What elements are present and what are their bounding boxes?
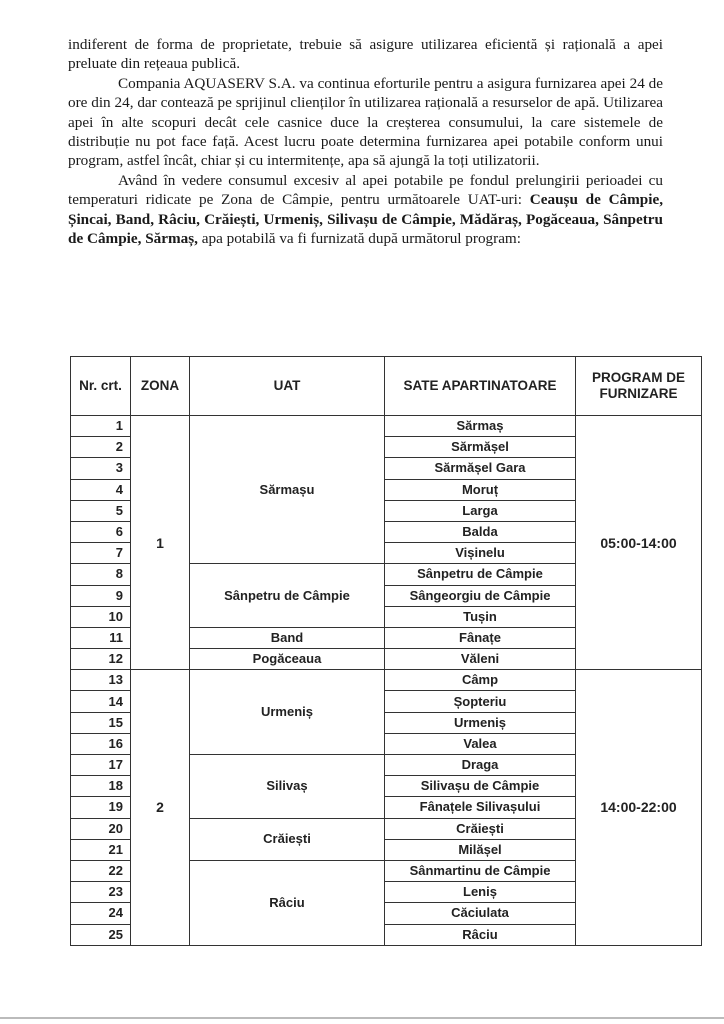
village-cell: Fânațele Silivașului: [385, 797, 576, 818]
paragraph-text: Având în vedere consumul excesiv al apei potabile pe fondul prelungirii perioadei cu temperaturi ridicate pe Zona de Câmpie, pentru următoarele UAT-uri:: [68, 171, 663, 209]
paragraph-text: Compania AQUASERV S.A. va continua eforturile pentru a asigura furnizarea apei 24 de ore din 24, dar contează pe sprijinul clienților în utilizarea rațională a resurselor de apă. Utilizarea apei în alte scopuri decât cele casnice duce la creșterea consumului, la care sistemele de distribuție nu pot face față. Acest lucru poate determina furnizarea apei potabile conform unui program, astfel încât, chiar și cu intermitențe, apa să ajungă la toți utilizatorii.: [68, 74, 663, 170]
village-cell: Căciulata: [385, 903, 576, 924]
uat-cell: Crăiești: [190, 818, 385, 860]
program-cell: 14:00-22:00: [576, 670, 702, 945]
village-cell: Șopteriu: [385, 691, 576, 712]
paragraph-text: apa potabilă va fi furnizată după următorul program:: [197, 230, 521, 248]
header-nr-crt: Nr. crt.: [71, 357, 131, 416]
program-cell: 05:00-14:00: [576, 416, 702, 670]
village-cell: Sânpetru de Câmpie: [385, 564, 576, 585]
village-cell: Silivașu de Câmpie: [385, 776, 576, 797]
supply-schedule-table: [70, 356, 702, 946]
village-cell: Sărmaș: [385, 416, 576, 437]
village-cell: Sânmartinu de Câmpie: [385, 860, 576, 881]
row-number: 14: [71, 691, 131, 712]
village-cell: Leniș: [385, 882, 576, 903]
uat-cell: Sărmașu: [190, 416, 385, 564]
village-cell: Moruț: [385, 479, 576, 500]
uat-cell: Silivaș: [190, 755, 385, 819]
row-number: 9: [71, 585, 131, 606]
row-number: 4: [71, 479, 131, 500]
village-cell: Milășel: [385, 839, 576, 860]
header-program-furnizare: PROGRAM DE FURNIZARE: [576, 357, 702, 416]
body-text: [68, 35, 663, 248]
row-number: 11: [71, 627, 131, 648]
header-zona: ZONA: [131, 357, 190, 416]
row-number: 25: [71, 924, 131, 945]
uat-cell: Urmeniș: [190, 670, 385, 755]
row-number: 7: [71, 543, 131, 564]
village-cell: Sângeorgiu de Câmpie: [385, 585, 576, 606]
uat-cell: Band: [190, 627, 385, 648]
village-cell: Crăiești: [385, 818, 576, 839]
paragraph-text: indiferent de forma de proprietate, trebuie să asigure utilizarea eficientă și rațională a apei preluate din rețeaua publică.: [68, 36, 663, 73]
row-number: 18: [71, 776, 131, 797]
village-cell: Urmeniș: [385, 712, 576, 733]
row-number: 5: [71, 500, 131, 521]
uat-cell: Pogăceaua: [190, 649, 385, 670]
row-number: 3: [71, 458, 131, 479]
header-sate-apartinatoare: SATE APARTINATOARE: [385, 357, 576, 416]
table-row: [71, 670, 702, 691]
row-number: 16: [71, 733, 131, 754]
page-bottom-divider: [0, 1017, 724, 1019]
row-number: 21: [71, 839, 131, 860]
paragraph: [68, 171, 663, 249]
zone-cell: 1: [131, 416, 190, 670]
village-cell: Văleni: [385, 649, 576, 670]
row-number: 10: [71, 606, 131, 627]
village-cell: Draga: [385, 755, 576, 776]
row-number: 2: [71, 437, 131, 458]
row-number: 22: [71, 860, 131, 881]
row-number: 17: [71, 755, 131, 776]
row-number: 20: [71, 818, 131, 839]
village-cell: Sărmășel: [385, 437, 576, 458]
row-number: 24: [71, 903, 131, 924]
paragraph: [68, 74, 663, 171]
row-number: 12: [71, 649, 131, 670]
row-number: 19: [71, 797, 131, 818]
village-cell: Valea: [385, 733, 576, 754]
village-cell: Vișinelu: [385, 543, 576, 564]
village-cell: Sărmășel Gara: [385, 458, 576, 479]
row-number: 13: [71, 670, 131, 691]
row-number: 6: [71, 521, 131, 542]
row-number: 15: [71, 712, 131, 733]
header-uat: UAT: [190, 357, 385, 416]
village-cell: Fânațe: [385, 627, 576, 648]
village-cell: Câmp: [385, 670, 576, 691]
row-number: 23: [71, 882, 131, 903]
uat-cell: Sânpetru de Câmpie: [190, 564, 385, 628]
table-header-row: [71, 357, 702, 416]
table-row: [71, 416, 702, 437]
village-cell: Larga: [385, 500, 576, 521]
village-cell: Tușin: [385, 606, 576, 627]
paragraph: [68, 35, 663, 74]
uat-list-bold: Ceaușu de Câmpie, Șincai, Band, Râciu, Crăiești, Urmeniș, Silivașu de Câmpie, Mădăraș, Pogăceaua, Sânpetru de Câmpie, Sărmaș,: [68, 191, 663, 248]
row-number: 8: [71, 564, 131, 585]
uat-cell: Râciu: [190, 860, 385, 945]
village-cell: Balda: [385, 521, 576, 542]
village-cell: Râciu: [385, 924, 576, 945]
row-number: 1: [71, 416, 131, 437]
zone-cell: 2: [131, 670, 190, 945]
